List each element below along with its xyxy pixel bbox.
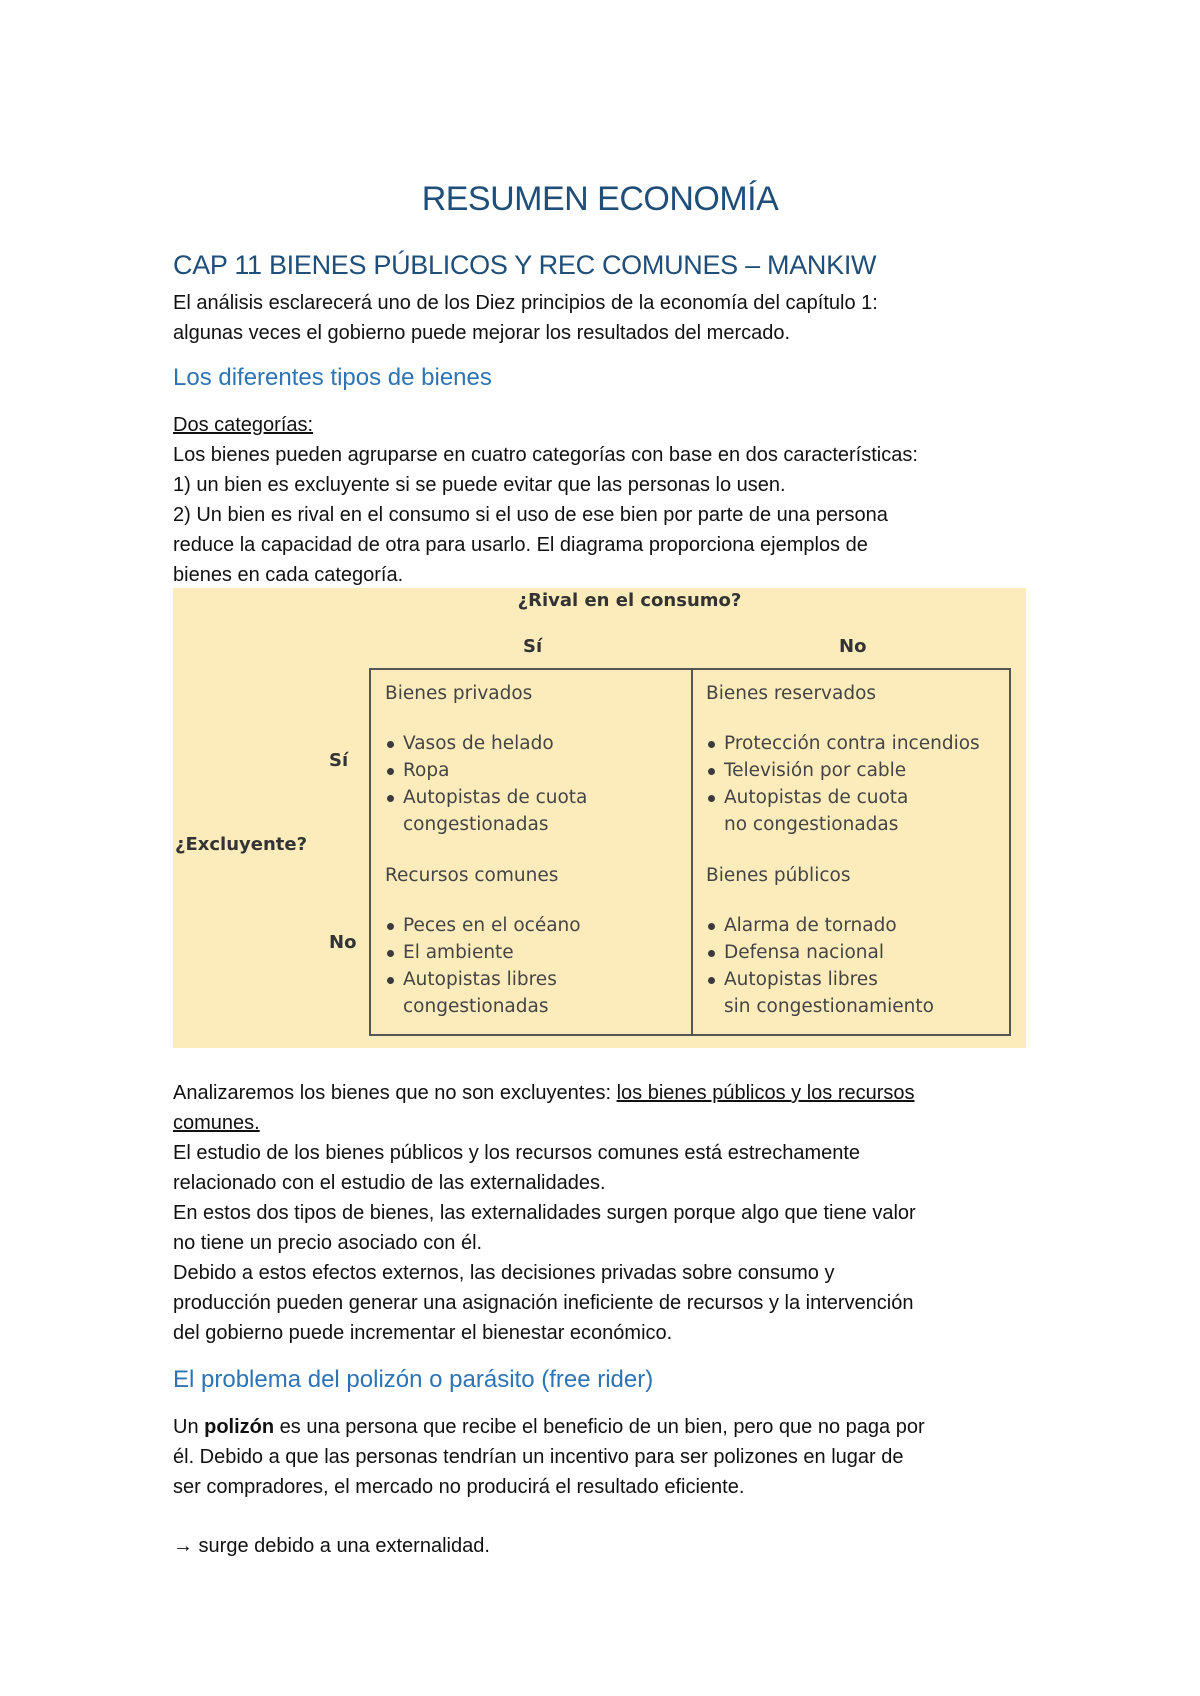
row-label-no: No [329,932,357,953]
externalities-line-5: Debido a estos efectos externos, las decisiones privadas sobre consumo y [173,1262,835,1284]
free-rider-line-3: ser compradores, el mercado no producirá el resultado eficiente. [173,1476,745,1498]
goods-grid [369,668,1011,1036]
list-item: Autopistas libres [706,966,1016,993]
list-item: El ambiente [385,939,695,966]
cell-name: Bienes reservados [706,683,877,704]
arrow-right-icon: → [173,1535,193,1557]
subheading-two-categories: Dos categorías: [173,414,314,436]
types-line-5: bienes en cada categoría. [173,564,404,586]
types-line-2: 1) un bien es excluyente si se puede evitar que las personas lo usen. [173,474,786,496]
list-item: Peces en el océano [385,912,695,939]
free-rider-line-2: él. Debido a que las personas tendrían un incentivo para ser polizones en lugar de [173,1446,904,1468]
document-title: RESUMEN ECONOMÍA [421,180,779,218]
externalities-line-3: En estos dos tipos de bienes, las externalidades surgen porque algo que tiene valor [173,1202,916,1224]
list-item: Autopistas de cuota [385,784,695,811]
externality-note [173,1531,1036,1561]
analysis-underlined-text: los bienes públicos y los recursos [616,1082,915,1104]
cell-club-goods [706,680,1016,838]
free-rider-text: es una persona que recibe el beneficio de un bien, pero que no paga por [274,1416,925,1438]
types-line-4: reduce la capacidad de otra para usarlo. El diagrama proporciona ejemplos de [173,534,868,556]
types-line-1: Los bienes pueden agruparse en cuatro categorías con base en dos características: [173,444,918,466]
intro-line-2: algunas veces el gobierno puede mejorar los resultados del mercado. [173,322,791,344]
non-excludable-paragraph [173,1078,1036,1348]
types-paragraph [173,410,1036,590]
list-item: Vasos de helado [385,730,695,757]
externality-note-text: surge debido a una externalidad. [193,1535,490,1557]
column-label-no: No [839,636,867,657]
row-label-si: Sí [329,750,349,771]
list-item-continuation: no congestionadas [724,814,899,835]
free-rider-term: polizón [204,1416,275,1438]
list-item: Televisión por cable [706,757,1016,784]
externalities-line-6: producción pueden generar una asignación ineficiente de recursos y la intervención [173,1292,914,1314]
column-label-si: Sí [523,636,543,657]
list-item-continuation: congestionadas [403,814,549,835]
analysis-underlined-text-cont: comunes. [173,1112,260,1134]
list-item: Autopistas de cuota [706,784,1016,811]
cell-public-goods [706,862,1016,1020]
intro-paragraph [173,288,1036,348]
externalities-line-7: del gobierno puede incrementar el bienestar económico. [173,1322,673,1344]
chapter-title: CAP 11 BIENES PÚBLICOS Y REC COMUNES – MANKIW [173,250,877,280]
cell-name: Bienes privados [385,683,533,704]
cell-name: Recursos comunes [385,865,559,886]
list-item-continuation: congestionadas [403,996,549,1017]
intro-line-1: El análisis esclarecerá uno de los Diez principios de la economía del capítulo 1: [173,292,878,314]
free-rider-paragraph [173,1412,1036,1502]
list-item: Protección contra incendios [706,730,1016,757]
free-rider-text: Un [173,1416,205,1438]
goods-diagram [173,588,1026,1048]
externalities-line-1: El estudio de los bienes públicos y los recursos comunes está estrechamente [173,1142,861,1164]
list-item: Ropa [385,757,695,784]
excludable-axis-title: ¿Excluyente? [175,834,308,855]
externalities-line-2: relacionado con el estudio de las externalidades. [173,1172,606,1194]
list-item: Alarma de tornado [706,912,1016,939]
list-item: Defensa nacional [706,939,1016,966]
cell-private-goods [385,680,695,838]
types-line-3: 2) Un bien es rival en el consumo si el uso de ese bien por parte de una persona [173,504,888,526]
list-item: Autopistas libres [385,966,695,993]
cell-name: Bienes públicos [706,865,851,886]
list-item-continuation: sin congestionamiento [724,996,934,1017]
section-heading-types: Los diferentes tipos de bienes [173,364,492,391]
analysis-text: Analizaremos los bienes que no son excluyentes: [173,1082,617,1104]
rival-axis-title: ¿Rival en el consumo? [517,590,742,611]
externalities-line-4: no tiene un precio asociado con él. [173,1232,483,1254]
section-heading-free-rider: El problema del polizón o parásito (free rider) [173,1366,654,1393]
cell-common-resources [385,862,695,1020]
